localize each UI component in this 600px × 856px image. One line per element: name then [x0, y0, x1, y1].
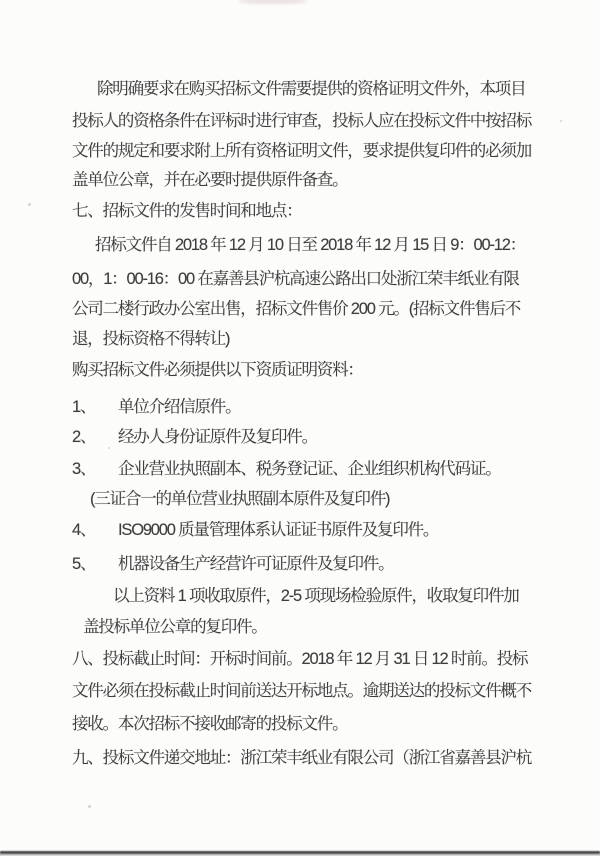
line-text: 以上资料 1 项收取原件，2-5 项现场检验原件，收取复印件加 [113, 587, 519, 605]
text-line [113, 585, 519, 608]
text-line [72, 140, 531, 163]
line-text: 接收。本次招标不接收邮寄的投标文件。 [72, 715, 348, 733]
scan-speck [560, 120, 562, 122]
text-line [90, 488, 389, 511]
line-text: 文件的规定和要求附上所有资格证明文件，要求提供复印件的必须加 [72, 142, 532, 160]
text-line [72, 747, 531, 770]
line-text: 机器设备生产经营许可证原件及复印件。 [118, 555, 394, 573]
line-text: 七、招标文件的发售时间和地点： [72, 202, 302, 220]
scan-speck [88, 805, 91, 808]
line-text: 退，投标资格不得转让) [72, 330, 230, 348]
text-line [72, 648, 527, 671]
text-line [72, 713, 347, 736]
text-line [72, 268, 519, 291]
line-text: 单位介绍信原件。 [118, 398, 241, 416]
list-item-line [72, 553, 393, 576]
text-line [72, 110, 531, 133]
text-line [95, 234, 525, 257]
text-line [72, 298, 520, 321]
line-text: (三证合一的单位营业执照副本原件及复印件) [90, 490, 390, 508]
scan-smudge [238, 0, 308, 4]
line-text: 00，1：00-16：00 在嘉善县沪杭高速公路出口处浙江荣丰纸业有限 [72, 270, 519, 288]
line-text: 盖投标单位公章的复印件。 [83, 618, 267, 636]
line-text: 公司二楼行政办公室出售，招标文件售价 200 元。(招标文件售后不 [72, 300, 521, 318]
text-line [72, 169, 347, 192]
line-text: 企业营业执照副本、税务登记证、企业组织机构代码证。 [118, 460, 501, 478]
line-text: 盖单位公章，并在必要时提供原件备查。 [72, 171, 348, 189]
list-item-line [72, 396, 240, 419]
scan-speck [108, 447, 110, 449]
line-text: 投标人的资格条件在评标时进行审查，投标人应在投标文件中按招标 [72, 112, 532, 130]
scan-speck [28, 203, 31, 206]
line-text: 文件必须在投标截止时间前送达开标地点。逾期送达的投标文件概不 [72, 682, 532, 700]
list-item-number: 2、 [72, 428, 96, 446]
line-text: ISO9000 质量管理体系认证证书原件及复印件。 [118, 521, 439, 539]
text-line [72, 359, 363, 382]
line-text: 招标文件自 2018 年 12 月 10 日至 2018 年 12 月 15 日 9：00-12： [95, 236, 525, 254]
list-item-number: 5、 [72, 555, 96, 573]
list-item-number: 4、 [72, 521, 96, 539]
list-item-number: 1、 [72, 398, 96, 416]
text-line [72, 328, 229, 351]
line-text: 九、投标文件递交地址：浙江荣丰纸业有限公司（浙江省嘉善县沪杭 [72, 749, 532, 767]
text-line [97, 78, 525, 101]
line-text: 经办人身份证原件及复印件。 [118, 428, 317, 446]
text-line [72, 200, 302, 223]
text-line [72, 680, 531, 703]
line-text: 购买招标文件必须提供以下资质证明资料： [72, 361, 363, 379]
list-item-line [72, 519, 438, 542]
line-text: 除明确要求在购买招标文件需要提供的资格证明文件外，本项目 [97, 80, 526, 98]
list-item-number: 3、 [72, 460, 96, 478]
list-item-line [72, 458, 501, 481]
line-text: 八、投标截止时间：开标时间前。2018 年 12 月 31 日 12 时前。投标 [72, 650, 528, 668]
text-line [83, 616, 267, 639]
list-item-line [72, 426, 317, 449]
